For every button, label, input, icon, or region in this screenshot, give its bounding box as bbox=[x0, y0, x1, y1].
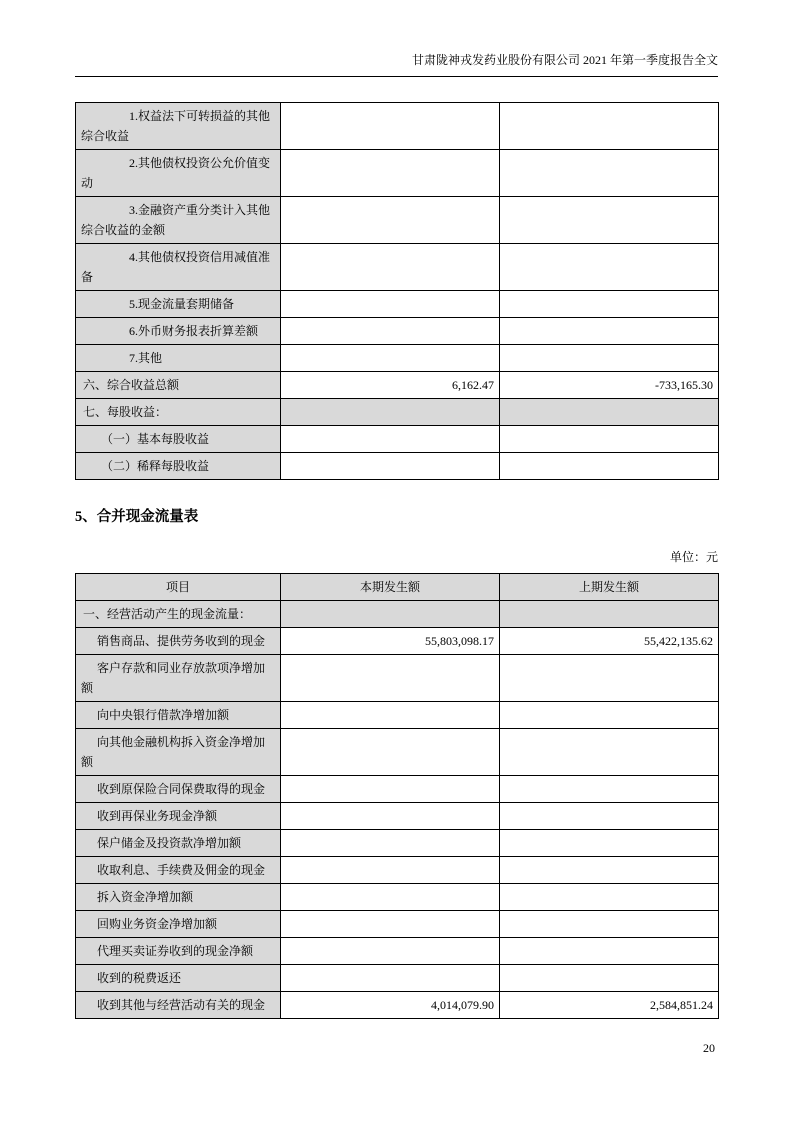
row-label: 代理买卖证券收到的现金净额 bbox=[76, 938, 281, 965]
prior-period-value bbox=[500, 291, 719, 318]
prior-period-value bbox=[500, 318, 719, 345]
table-row bbox=[76, 345, 719, 372]
table-row bbox=[76, 399, 719, 426]
prior-period-value bbox=[500, 426, 719, 453]
prior-period-value bbox=[500, 803, 719, 830]
table-row bbox=[76, 884, 719, 911]
row-label: 收到的税费返还 bbox=[76, 965, 281, 992]
row-label: 七、每股收益： bbox=[76, 399, 281, 426]
prior-period-value bbox=[500, 244, 719, 291]
current-period-value bbox=[281, 965, 500, 992]
current-period-value bbox=[281, 399, 500, 426]
table-header-row bbox=[76, 574, 719, 601]
prior-period-value: -733,165.30 bbox=[500, 372, 719, 399]
prior-period-value: 55,422,135.62 bbox=[500, 628, 719, 655]
row-label: 向中央银行借款净增加额 bbox=[76, 702, 281, 729]
prior-period-value bbox=[500, 655, 719, 702]
prior-period-value bbox=[500, 857, 719, 884]
current-period-value: 6,162.47 bbox=[281, 372, 500, 399]
column-header-item: 项目 bbox=[76, 574, 281, 601]
unit-label: 单位：元 bbox=[669, 550, 718, 564]
table-row bbox=[76, 803, 719, 830]
table-row bbox=[76, 655, 719, 702]
page-number: 20 bbox=[703, 1041, 715, 1055]
current-period-value bbox=[281, 318, 500, 345]
current-period-value bbox=[281, 911, 500, 938]
table-row bbox=[76, 601, 719, 628]
prior-period-value bbox=[500, 884, 719, 911]
row-label: 六、综合收益总额 bbox=[76, 372, 281, 399]
current-period-value bbox=[281, 776, 500, 803]
table-row bbox=[76, 965, 719, 992]
current-period-value bbox=[281, 150, 500, 197]
row-label: 1.权益法下可转损益的其他综合收益 bbox=[76, 103, 281, 150]
table-row bbox=[76, 103, 719, 150]
prior-period-value bbox=[500, 399, 719, 426]
report-header-title: 甘肃陇神戎发药业股份有限公司 2021 年第一季度报告全文 bbox=[411, 53, 718, 67]
table-row bbox=[76, 992, 719, 1019]
comprehensive-income-table bbox=[75, 102, 719, 480]
column-header-prior: 上期发生额 bbox=[500, 574, 719, 601]
row-label: 保户储金及投资款净增加额 bbox=[76, 830, 281, 857]
current-period-value bbox=[281, 244, 500, 291]
current-period-value bbox=[281, 453, 500, 480]
prior-period-value bbox=[500, 601, 719, 628]
current-period-value bbox=[281, 426, 500, 453]
current-period-value bbox=[281, 830, 500, 857]
prior-period-value: 2,584,851.24 bbox=[500, 992, 719, 1019]
prior-period-value bbox=[500, 830, 719, 857]
prior-period-value bbox=[500, 911, 719, 938]
table-row bbox=[76, 911, 719, 938]
current-period-value bbox=[281, 103, 500, 150]
row-label: 销售商品、提供劳务收到的现金 bbox=[76, 628, 281, 655]
current-period-value bbox=[281, 291, 500, 318]
prior-period-value bbox=[500, 938, 719, 965]
prior-period-value bbox=[500, 453, 719, 480]
table-row bbox=[76, 453, 719, 480]
column-header-current: 本期发生额 bbox=[281, 574, 500, 601]
table-row bbox=[76, 150, 719, 197]
row-label: 收到其他与经营活动有关的现金 bbox=[76, 992, 281, 1019]
section-title: 5、合并现金流量表 bbox=[75, 509, 199, 525]
row-label: 收到原保险合同保费取得的现金 bbox=[76, 776, 281, 803]
table-row bbox=[76, 702, 719, 729]
current-period-value bbox=[281, 938, 500, 965]
table-row bbox=[76, 729, 719, 776]
current-period-value bbox=[281, 884, 500, 911]
prior-period-value bbox=[500, 197, 719, 244]
table-row bbox=[76, 628, 719, 655]
row-label: （一）基本每股收益 bbox=[76, 426, 281, 453]
prior-period-value bbox=[500, 150, 719, 197]
row-label: 收到再保业务现金净额 bbox=[76, 803, 281, 830]
prior-period-value bbox=[500, 776, 719, 803]
row-label: 2.其他债权投资公允价值变动 bbox=[76, 150, 281, 197]
current-period-value: 55,803,098.17 bbox=[281, 628, 500, 655]
current-period-value bbox=[281, 345, 500, 372]
table-row bbox=[76, 318, 719, 345]
table-row bbox=[76, 857, 719, 884]
current-period-value bbox=[281, 197, 500, 244]
table-row bbox=[76, 291, 719, 318]
page-header bbox=[75, 52, 718, 77]
row-label: 7.其他 bbox=[76, 345, 281, 372]
table-row bbox=[76, 244, 719, 291]
prior-period-value bbox=[500, 345, 719, 372]
current-period-value bbox=[281, 729, 500, 776]
row-label: 4.其他债权投资信用减值准备 bbox=[76, 244, 281, 291]
prior-period-value bbox=[500, 965, 719, 992]
row-label: 收取利息、手续费及佣金的现金 bbox=[76, 857, 281, 884]
prior-period-value bbox=[500, 729, 719, 776]
prior-period-value bbox=[500, 103, 719, 150]
row-label: 5.现金流量套期储备 bbox=[76, 291, 281, 318]
table-row bbox=[76, 830, 719, 857]
prior-period-value bbox=[500, 702, 719, 729]
table-row bbox=[76, 372, 719, 399]
row-label: （二）稀释每股收益 bbox=[76, 453, 281, 480]
table-row bbox=[76, 938, 719, 965]
table-row bbox=[76, 426, 719, 453]
row-label: 客户存款和同业存放款项净增加额 bbox=[76, 655, 281, 702]
row-label: 拆入资金净增加额 bbox=[76, 884, 281, 911]
table-row bbox=[76, 776, 719, 803]
row-label: 回购业务资金净增加额 bbox=[76, 911, 281, 938]
current-period-value bbox=[281, 803, 500, 830]
current-period-value bbox=[281, 601, 500, 628]
cash-flow-table bbox=[75, 573, 719, 1019]
row-label: 6.外币财务报表折算差额 bbox=[76, 318, 281, 345]
current-period-value bbox=[281, 857, 500, 884]
table-row bbox=[76, 197, 719, 244]
row-label: 3.金融资产重分类计入其他综合收益的金额 bbox=[76, 197, 281, 244]
row-label: 一、经营活动产生的现金流量： bbox=[76, 601, 281, 628]
current-period-value: 4,014,079.90 bbox=[281, 992, 500, 1019]
current-period-value bbox=[281, 655, 500, 702]
current-period-value bbox=[281, 702, 500, 729]
row-label: 向其他金融机构拆入资金净增加额 bbox=[76, 729, 281, 776]
